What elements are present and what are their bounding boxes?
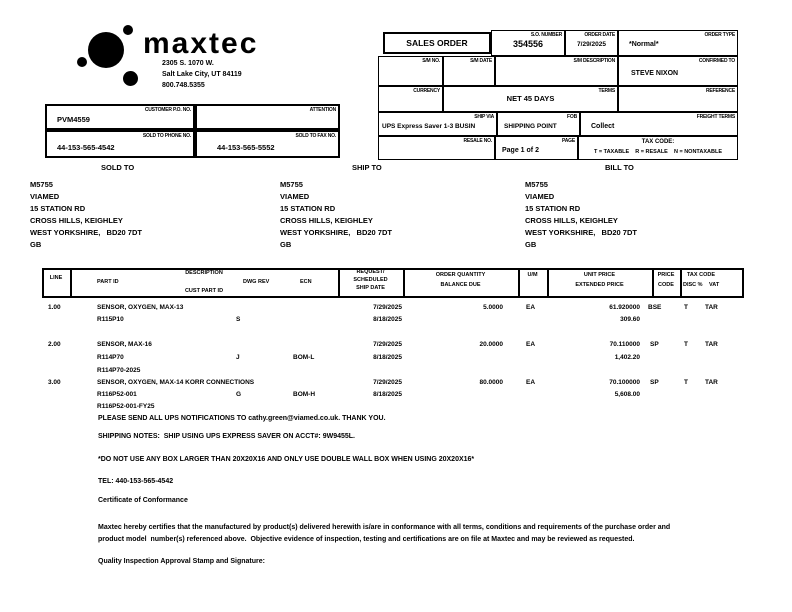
item-vat: TAR — [705, 379, 718, 386]
resale-no-label: RESALE NO. — [463, 138, 492, 144]
col-header-part-id: PART ID — [97, 279, 119, 285]
item-part-id: R115P10 — [97, 316, 124, 323]
address-line: CROSS HILLS, KEIGHLEY — [525, 216, 618, 225]
item-um: EA — [526, 379, 536, 386]
address-line: M5755 — [30, 180, 53, 189]
freight-terms-cell — [580, 112, 738, 136]
ship-via-label: SHIP VIA — [474, 114, 494, 120]
fob-cell — [497, 112, 580, 136]
tax-code-label: TAX CODE: — [641, 139, 675, 145]
logo-circle-top-icon — [123, 25, 133, 35]
certificate-body-line2: product model number(s) referenced above. Objective evidence of inspection, testing and certifications are on file at Maxtec and may be reviewed as requested. — [98, 536, 635, 543]
address-line: WEST YORKSHIRE, BD20 7DT — [280, 228, 392, 237]
address-line: GB — [525, 240, 537, 249]
item-request-date: 7/29/2025 — [373, 341, 402, 348]
item-line-no: 2.00 — [48, 341, 61, 348]
col-header-unit-price: UNIT PRICE — [583, 272, 616, 278]
order-date-cell — [565, 30, 618, 56]
col-header-description: DESCRIPTION — [185, 270, 223, 276]
fob-label: FOB — [567, 114, 577, 120]
telephone-note: TEL: 440-153-565-4542 — [98, 478, 174, 485]
company-name: maxtec — [143, 27, 259, 60]
col-header-order-quantity: ORDER QUANTITY — [435, 272, 486, 278]
address-line: 15 STATION RD — [30, 204, 86, 213]
address-line: CROSS HILLS, KEIGHLEY — [30, 216, 123, 225]
item-ecn: BOM-H — [293, 391, 316, 398]
item-description: SENSOR, OXYGEN, MAX-14 KORR CONNECTIONS — [97, 379, 255, 386]
address-line: VIAMED — [30, 192, 60, 201]
sm-no-cell — [378, 56, 443, 86]
ship-via-value: UPS Express Saver 1-3 BUSIN — [382, 123, 476, 130]
sold-to-fax-label: SOLD TO FAX NO. — [295, 133, 336, 139]
item-description: SENSOR, OXYGEN, MAX-13 — [97, 304, 184, 311]
so-number-label: S.O. NUMBER — [530, 32, 562, 38]
address-line: GB — [30, 240, 42, 249]
sm-description-cell — [495, 56, 618, 86]
col-header-extended-price: EXTENDED PRICE — [575, 282, 624, 288]
item-um: EA — [526, 304, 536, 311]
address-line: M5755 — [525, 180, 548, 189]
reference-cell — [618, 86, 738, 112]
terms-value: NET 45 DAYS — [506, 94, 555, 103]
logo-circle-left-icon — [77, 57, 87, 67]
resale-no-cell — [378, 136, 495, 160]
customer-po-label: CUSTOMER P.O. NO. — [144, 107, 191, 113]
so-number-value: 354556 — [512, 39, 544, 49]
attention-label: ATTENTION — [309, 107, 336, 113]
logo-circle-large-icon — [88, 32, 124, 68]
item-price-code: BSE — [648, 304, 662, 311]
item-dwg-rev: S — [236, 316, 241, 323]
ups-notifications-note: PLEASE SEND ALL UPS NOTIFICATIONS TO cathy.green@viamed.co.uk. THANK YOU. — [98, 415, 386, 422]
box-size-note: *DO NOT USE ANY BOX LARGER THAN 20X20X16 AND ONLY USE DOUBLE WALL BOX WHEN USING 20X20X16* — [98, 456, 475, 463]
item-description: SENSOR, MAX-16 — [97, 341, 152, 348]
currency-cell — [378, 86, 443, 112]
sold-to-phone-cell — [45, 130, 195, 158]
item-quantity: 20.0000 — [479, 341, 503, 348]
col-header-ecn: ECN — [300, 279, 312, 285]
freight-terms-value: Collect — [591, 123, 615, 130]
item-price-code: SP — [650, 341, 659, 348]
order-date-value: 7/29/2025 — [577, 41, 606, 48]
customer-po-value: PVM4559 — [57, 115, 90, 124]
quality-signature-line: Quality Inspection Approval Stamp and Signature: — [98, 558, 265, 565]
col-header-balance-due: BALANCE DUE — [440, 282, 481, 288]
company-phone: 800.748.5355 — [162, 82, 205, 89]
fob-value: SHIPPING POINT — [504, 123, 557, 130]
company-address-line2: Salt Lake City, UT 84119 — [162, 71, 242, 78]
ship-to-heading: SHIP TO — [352, 163, 382, 172]
item-ship-date: 8/18/2025 — [373, 354, 402, 361]
certificate-title: Certificate of Conformance — [98, 497, 188, 504]
item-um: EA — [526, 341, 536, 348]
address-line: 15 STATION RD — [280, 204, 336, 213]
item-price-code: SP — [650, 379, 659, 386]
ship-via-cell — [378, 112, 497, 136]
col-header-request: REQUEST/ — [356, 269, 385, 275]
sm-date-label: S/M DATE — [470, 58, 492, 64]
col-header-dwg-rev: DWG REV — [243, 279, 270, 285]
shipping-notes: SHIPPING NOTES: SHIP USING UPS EXPRESS SAVER ON ACCT#: 9W9455L. — [98, 433, 355, 440]
item-tax-code: T — [684, 304, 688, 311]
currency-label: CURRENCY — [413, 88, 440, 94]
item-line-no: 1.00 — [48, 304, 61, 311]
address-line: 15 STATION RD — [525, 204, 581, 213]
tax-code-cell — [578, 136, 738, 160]
item-unit-price: 70.110000 — [609, 341, 640, 348]
item-dwg-rev: G — [236, 391, 242, 398]
so-number-cell — [491, 30, 565, 56]
item-unit-price: 61.920000 — [609, 304, 640, 311]
page-value: Page 1 of 2 — [502, 147, 539, 154]
address-line: CROSS HILLS, KEIGHLEY — [280, 216, 373, 225]
item-quantity: 5.0000 — [483, 304, 503, 311]
sm-no-label: S/M NO. — [422, 58, 440, 64]
terms-cell — [443, 86, 618, 112]
reference-label: REFERENCE — [705, 88, 735, 94]
item-extended-price: 1,402.20 — [614, 354, 640, 361]
col-header-code: CODE — [658, 282, 674, 288]
sold-to-fax-value: 44-153-565-5552 — [217, 143, 275, 152]
item-line-no: 3.00 — [48, 379, 61, 386]
certificate-body-line1: Maxtec hereby certifies that the manufactured by product(s) delivered herewith is/are in conformance with all terms, conditions and requirements of the purchase order and — [98, 524, 671, 531]
col-header-disc: DISC % — [683, 282, 703, 288]
col-header-line: LINE — [49, 275, 63, 281]
sales-order-title-box — [383, 32, 491, 54]
item-request-date: 7/29/2025 — [373, 379, 402, 386]
terms-label: TERMS — [598, 88, 615, 94]
item-dwg-rev: J — [236, 354, 240, 361]
address-line: WEST YORKSHIRE, BD20 7DT — [525, 228, 637, 237]
item-extended-price: 5,608.00 — [614, 391, 640, 398]
item-request-date: 7/29/2025 — [373, 304, 402, 311]
order-date-label: ORDER DATE — [584, 32, 615, 38]
item-extended-price: 309.60 — [620, 316, 640, 323]
confirmed-to-value: STEVE NIXON — [631, 70, 679, 77]
confirmed-to-label: CONFIRMED TO — [698, 58, 735, 64]
col-header-cust-part-id: CUST PART ID — [184, 288, 224, 294]
logo-circle-bottom-icon — [123, 71, 138, 86]
sold-to-heading: SOLD TO — [101, 163, 135, 172]
address-line: VIAMED — [280, 192, 310, 201]
page-cell — [495, 136, 578, 160]
col-header-vat: VAT — [709, 282, 720, 288]
page-label: PAGE — [562, 138, 575, 144]
sm-date-cell — [443, 56, 495, 86]
sm-description-label: S/M DESCRIPTION — [573, 58, 615, 64]
col-header-price: PRICE — [657, 272, 675, 278]
col-header-scheduled: SCHEDULED — [353, 277, 388, 283]
item-unit-price: 70.100000 — [609, 379, 640, 386]
order-type-cell — [618, 30, 738, 56]
order-type-value: *Normal* — [629, 41, 659, 48]
attention-cell — [195, 104, 340, 130]
tax-code-legend: T = TAXABLE R = RESALE N = NONTAXABLE — [594, 149, 722, 155]
customer-po-cell — [45, 104, 195, 130]
sold-to-fax-cell — [195, 130, 340, 158]
item-ship-date: 8/18/2025 — [373, 316, 402, 323]
item-cust-part-id: R116P52-001-FY25 — [97, 403, 155, 410]
address-line: VIAMED — [525, 192, 555, 201]
company-address-line1: 2305 S. 1070 W. — [162, 60, 214, 67]
sold-to-phone-value: 44-153-565-4542 — [57, 143, 115, 152]
bill-to-heading: BILL TO — [605, 163, 634, 172]
address-line: WEST YORKSHIRE, BD20 7DT — [30, 228, 142, 237]
freight-terms-label: FREIGHT TERMS — [696, 114, 735, 120]
item-vat: TAR — [705, 304, 718, 311]
item-part-id: R116P52-001 — [97, 391, 137, 398]
col-header-um: U/M — [527, 272, 538, 278]
confirmed-to-cell — [618, 56, 738, 86]
item-vat: TAR — [705, 341, 718, 348]
col-header-tax-code: TAX CODE — [686, 272, 715, 278]
document-title: SALES ORDER — [406, 38, 468, 48]
item-tax-code: T — [684, 341, 688, 348]
col-header-ship-date: SHIP DATE — [356, 285, 385, 291]
address-line: GB — [280, 240, 292, 249]
order-type-label: ORDER TYPE — [704, 32, 735, 38]
item-quantity: 80.0000 — [479, 379, 503, 386]
item-tax-code: T — [684, 379, 688, 386]
sold-to-phone-label: SOLD TO PHONE NO. — [142, 133, 191, 139]
address-line: M5755 — [280, 180, 303, 189]
item-ship-date: 8/18/2025 — [373, 391, 402, 398]
item-part-id: R114P70 — [97, 354, 124, 361]
item-ecn: BOM-L — [293, 354, 315, 361]
item-cust-part-id: R114P70-2025 — [97, 367, 141, 374]
